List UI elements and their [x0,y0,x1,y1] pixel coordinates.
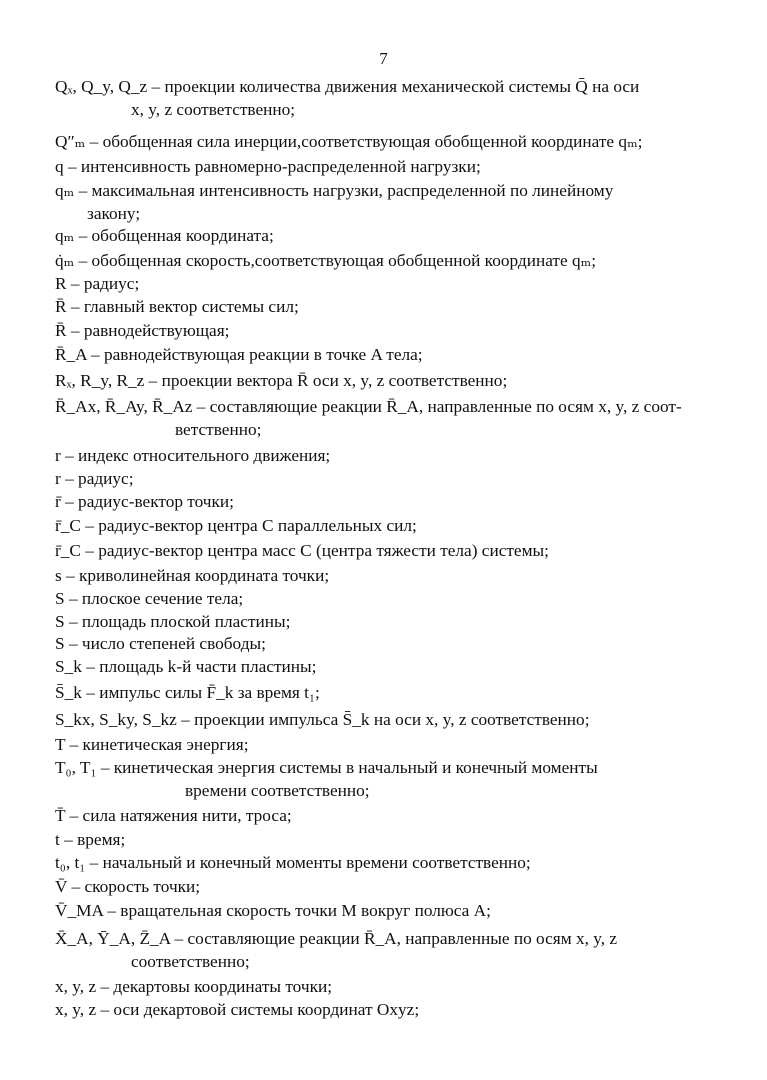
glossary-entry [55,757,687,802]
entry-definition: – проекции вектора R̄ оси x, y, z соответственно; [148,371,508,390]
glossary-entry [55,900,687,923]
entry-symbol: r̄_C [55,541,81,560]
entry-definition: – радиус-вектор точки; [65,492,234,511]
entry-definition: – равнодействующая; [70,321,230,340]
entry-symbol: S_k [55,657,82,676]
glossary-entry [55,320,687,343]
entry-symbol: t [55,830,60,849]
entry-definition: – площадь k-й части пластины; [86,657,317,676]
entry-definition: – криволинейная координата точки; [66,566,330,585]
entry-symbol: x, y, z [55,1000,97,1019]
entry-symbol: X̄_A, Ȳ_A, Z̄_A [55,929,171,948]
entry-symbol: r [55,469,61,488]
glossary-entry [55,273,687,296]
glossary-entry [55,491,687,514]
glossary-entry [55,515,687,538]
entry-definition: – максимальная интенсивность нагрузки, распределенной по линейному [78,181,614,200]
entry-definition: – радиус-вектор центра C параллельных сил; [85,516,417,535]
entry-continuation: x, y, z соответственно; [131,99,296,119]
glossary-entry [55,445,687,468]
entry-symbol: S [55,589,65,608]
entry-definition: – площадь плоской пластины; [68,612,291,631]
glossary-entry [55,180,687,225]
entry-symbol: R̄ [55,297,67,316]
entry-definition: – плоское сечение тела; [68,589,244,608]
glossary-entry [55,709,687,732]
entry-definition: – радиус; [70,274,140,293]
entry-definition: – индекс относительного движения; [65,446,331,465]
entry-definition: – главный вектор системы сил; [70,297,299,316]
glossary-entry [55,633,687,656]
glossary-entry [55,876,687,899]
entry-symbol: q̇ₘ [55,251,75,270]
entry-definition: – проекции импульса S̄_k на оси x, y, z соответственно; [181,710,590,729]
entry-definition: – интенсивность равномерно-распределенной нагрузки; [67,157,481,176]
entry-symbol: T₀, T₁ [55,758,97,777]
glossary-entry [55,999,687,1022]
entry-definition: – оси декартовой системы координат Oxyz; [100,1000,420,1019]
entry-continuation: закону; [87,203,141,223]
entry-symbol: V̄ [55,877,68,896]
entry-symbol: r̄_C [55,516,81,535]
glossary-entry [55,225,687,248]
glossary-entry [55,250,687,273]
entry-symbol: S [55,612,65,631]
entry-definition: – декартовы координаты точки; [100,977,333,996]
glossary-entry [55,156,687,179]
entry-symbol: r̄ [55,492,61,511]
entry-continuation: времени соответственно; [185,780,370,800]
glossary-entry [55,976,687,999]
glossary-entry [55,611,687,634]
glossary-entry [55,829,687,852]
entry-symbol: S [55,634,65,653]
glossary-entry [55,565,687,588]
glossary-entry [55,131,687,154]
glossary-entry [55,734,687,757]
entry-symbol: T̄ [55,806,66,825]
entry-definition: – кинетическая энергия; [69,735,249,754]
glossary-entry [55,540,687,563]
entry-symbol: q [55,157,64,176]
entry-symbol: R [55,274,67,293]
entry-symbol: T [55,735,66,754]
entry-symbol: R̄ [55,321,67,340]
entry-definition: – вращательная скорость точки M вокруг полюса A; [107,901,491,920]
entry-definition: – число степеней свободы; [68,634,266,653]
entry-symbol: Q″ₘ [55,132,86,151]
entry-definition: – радиус-вектор центра масс C (центра тяжести тела) системы; [85,541,549,560]
entry-definition: – проекции количества движения механической системы Q̄ на оси [151,77,640,96]
glossary-entry [55,396,687,441]
entry-definition: – обобщенная координата; [78,226,274,245]
entry-symbol: t₀, t₁ [55,853,86,872]
page-number: 7 [379,49,388,68]
entry-symbol: Rₓ, R_y, R_z [55,371,145,390]
entry-definition: – сила натяжения нити, троса; [69,806,292,825]
entry-symbol: V̄_MA [55,901,104,920]
entry-symbol: Qₓ, Q_y, Q_z [55,77,148,96]
entry-symbol: S_kx, S_ky, S_kz [55,710,177,729]
glossary-entry [55,344,687,367]
entry-definition: – начальный и конечный моменты времени соответственно; [89,853,531,872]
entry-symbol: r [55,446,61,465]
entry-definition: – радиус; [65,469,134,488]
glossary-entry [55,852,687,875]
entry-symbol: R̄_A [55,345,87,364]
entry-definition: – составляющие реакции R̄_A, направленные по осям x, y, z [174,929,618,948]
entry-definition: – кинетическая энергия системы в начальный и конечный моменты [100,758,598,777]
glossary-entry [55,928,687,973]
entry-definition: – скорость точки; [71,877,201,896]
entry-symbol: qₘ [55,181,75,200]
entry-definition: – равнодействующая реакции в точке A тела; [91,345,423,364]
entry-symbol: qₘ [55,226,75,245]
entry-definition: – обобщенная сила инерции,соответствующая обобщенной координате qₘ; [89,132,643,151]
glossary-entry [55,370,687,393]
entry-symbol: x, y, z [55,977,97,996]
glossary-entry [55,468,687,491]
entry-continuation: ветственно; [175,419,262,439]
glossary-entry [55,805,687,828]
glossary-entry [55,588,687,611]
glossary-entry [55,682,687,705]
entry-symbol: S̄_k [55,683,82,702]
glossary-entry [55,296,687,319]
entry-definition: – составляющие реакции R̄_A, направленные по осям x, y, z соот- [196,397,682,416]
glossary-entry [55,76,687,121]
entry-definition: – импульс силы F̄_k за время t₁; [86,683,320,702]
glossary-entry [55,656,687,679]
entry-definition: – обобщенная скорость,соответствующая обобщенной координате qₘ; [78,251,596,270]
entry-symbol: s [55,566,62,585]
entry-continuation: соответственно; [131,951,250,971]
entry-definition: – время; [64,830,126,849]
entry-symbol: R̄_Ax, R̄_Ay, R̄_Az [55,397,193,416]
